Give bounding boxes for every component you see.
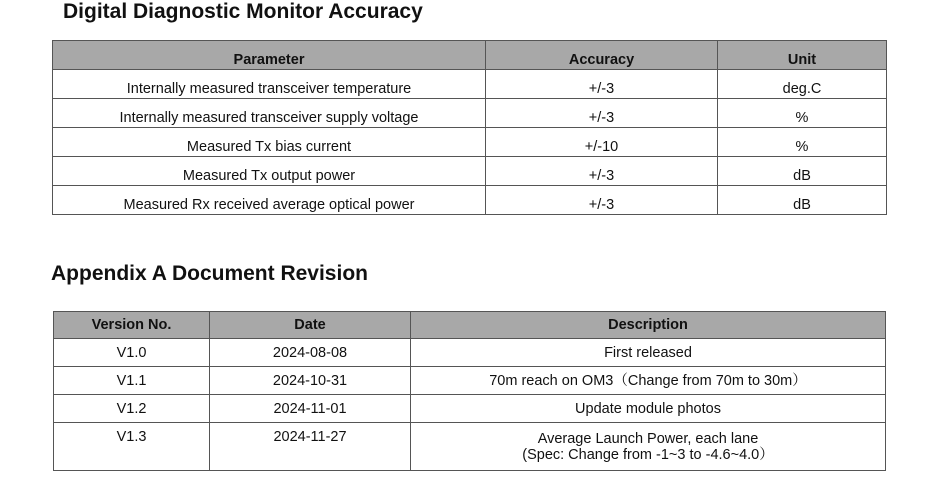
- version-cell: V1.1: [54, 367, 210, 395]
- table-row: [54, 423, 886, 471]
- description-cell: First released: [411, 339, 886, 367]
- header-description: Description: [411, 312, 886, 339]
- version-cell: V1.2: [54, 395, 210, 423]
- section-title-revision: Appendix A Document Revision: [51, 262, 368, 285]
- parameter-cell: Measured Rx received average optical power: [53, 186, 486, 215]
- date-cell: 2024-11-27: [210, 423, 411, 471]
- accuracy-cell: +/-3: [486, 70, 718, 99]
- parameter-cell: Internally measured transceiver supply voltage: [53, 99, 486, 128]
- table-row: [54, 367, 886, 395]
- parameter-cell: Internally measured transceiver temperature: [53, 70, 486, 99]
- description-line-2: (Spec: Change from -1~3 to -4.6~4.0）: [522, 446, 774, 463]
- header-version: Version No.: [54, 312, 210, 339]
- date-cell: 2024-11-01: [210, 395, 411, 423]
- description-cell: Update module photos: [411, 395, 886, 423]
- description-line-1: Average Launch Power, each lane: [537, 430, 759, 447]
- accuracy-cell: +/-3: [486, 99, 718, 128]
- table-row: [53, 186, 887, 215]
- accuracy-cell: +/-3: [486, 186, 718, 215]
- revision-table: [53, 311, 886, 471]
- accuracy-cell: +/-3: [486, 157, 718, 186]
- table-row: [53, 99, 887, 128]
- date-cell: 2024-08-08: [210, 339, 411, 367]
- table-row: [54, 339, 886, 367]
- section-title-ddm-accuracy: Digital Diagnostic Monitor Accuracy: [63, 0, 423, 23]
- table-row: [53, 128, 887, 157]
- description-cell: [411, 423, 886, 471]
- parameter-cell: Measured Tx bias current: [53, 128, 486, 157]
- table-row: [54, 395, 886, 423]
- ddm-accuracy-table: [52, 40, 887, 215]
- version-cell: V1.0: [54, 339, 210, 367]
- version-cell: V1.3: [54, 423, 210, 471]
- unit-cell: dB: [718, 186, 887, 215]
- accuracy-cell: +/-10: [486, 128, 718, 157]
- unit-cell: %: [718, 128, 887, 157]
- header-parameter: Parameter: [53, 41, 486, 70]
- parameter-cell: Measured Tx output power: [53, 157, 486, 186]
- unit-cell: dB: [718, 157, 887, 186]
- description-cell: 70m reach on OM3（Change from 70m to 30m）: [411, 367, 886, 395]
- unit-cell: deg.C: [718, 70, 887, 99]
- table-row: [53, 70, 887, 99]
- unit-cell: %: [718, 99, 887, 128]
- header-date: Date: [210, 312, 411, 339]
- date-cell: 2024-10-31: [210, 367, 411, 395]
- header-accuracy: Accuracy: [486, 41, 718, 70]
- table-header-row: [54, 312, 886, 339]
- table-row: [53, 157, 887, 186]
- header-unit: Unit: [718, 41, 887, 70]
- table-header-row: [53, 41, 887, 70]
